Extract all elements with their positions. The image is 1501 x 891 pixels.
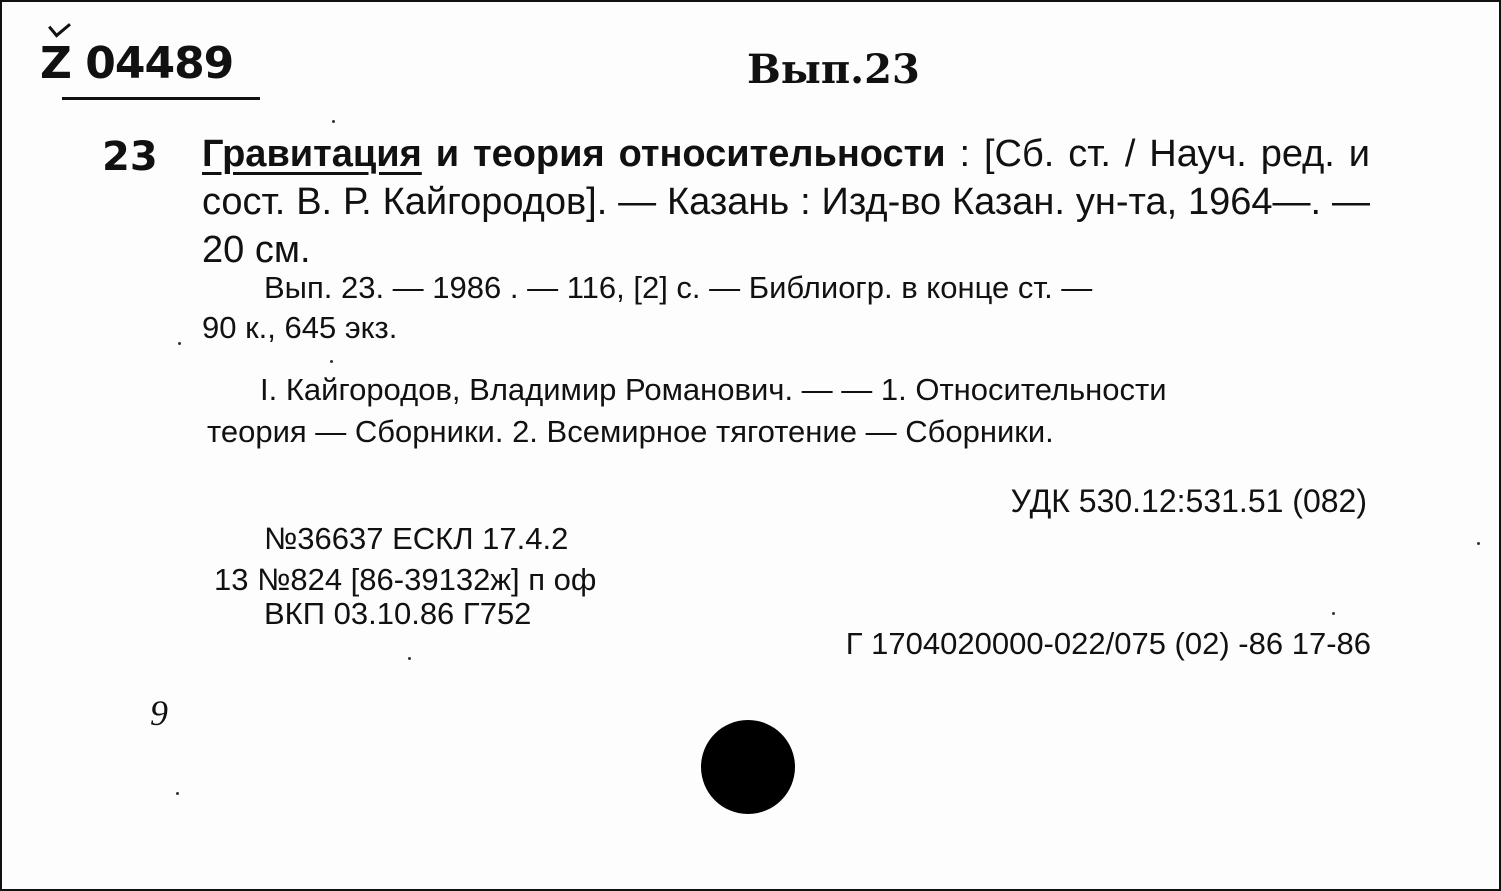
entry-number: 23 [102, 134, 158, 180]
speck [330, 360, 333, 363]
main-description [202, 130, 1370, 274]
issue-line-1: Вып. 23. — 1986 . — 116, [2] с. — Библиогр. в конце ст. — [264, 270, 1093, 305]
title-rest: и теория относительности [421, 133, 946, 175]
speck [408, 657, 411, 660]
speck [1332, 612, 1335, 615]
subjects-line-2: теория — Сборники. 2. Всемирное тяготение — Сборники. [207, 414, 1054, 449]
registration-line-1: №36637 ЕСКЛ 17.4.2 [264, 521, 569, 556]
speck [1477, 542, 1480, 545]
issue-label: Вып.23 [747, 46, 920, 93]
title-main-word: Гравитация [202, 133, 422, 175]
subjects-line-1: I. Кайгородов, Владимир Романович. — — 1. Относительности [260, 372, 1167, 407]
check-mark-icon [48, 15, 71, 37]
registration-line-2: 13 №824 [86-39132ж] п оф [214, 562, 597, 597]
description-rest: : [Сб. ст. / Науч. ред. и сост. В. Р. Кайгородов]. — Казань : Изд-во Казан. ун-та, 1964—. — 20 см. [202, 133, 1370, 271]
issue-line-2: 90 к., 645 экз. [202, 310, 398, 345]
punch-hole [701, 720, 795, 814]
classification-code: Г 1704020000-022/075 (02) -86 17-86 [845, 626, 1371, 661]
speck [332, 120, 335, 123]
handwritten-mark: 9 [150, 693, 168, 733]
shelf-mark-underline [62, 97, 260, 100]
shelf-mark: Z 04489 [40, 38, 234, 89]
udc-code: УДК 530.12:531.51 (082) [1010, 483, 1367, 519]
registration-line-3: ВКП 03.10.86 Г752 [264, 596, 532, 631]
speck [176, 792, 179, 795]
speck [178, 342, 181, 345]
